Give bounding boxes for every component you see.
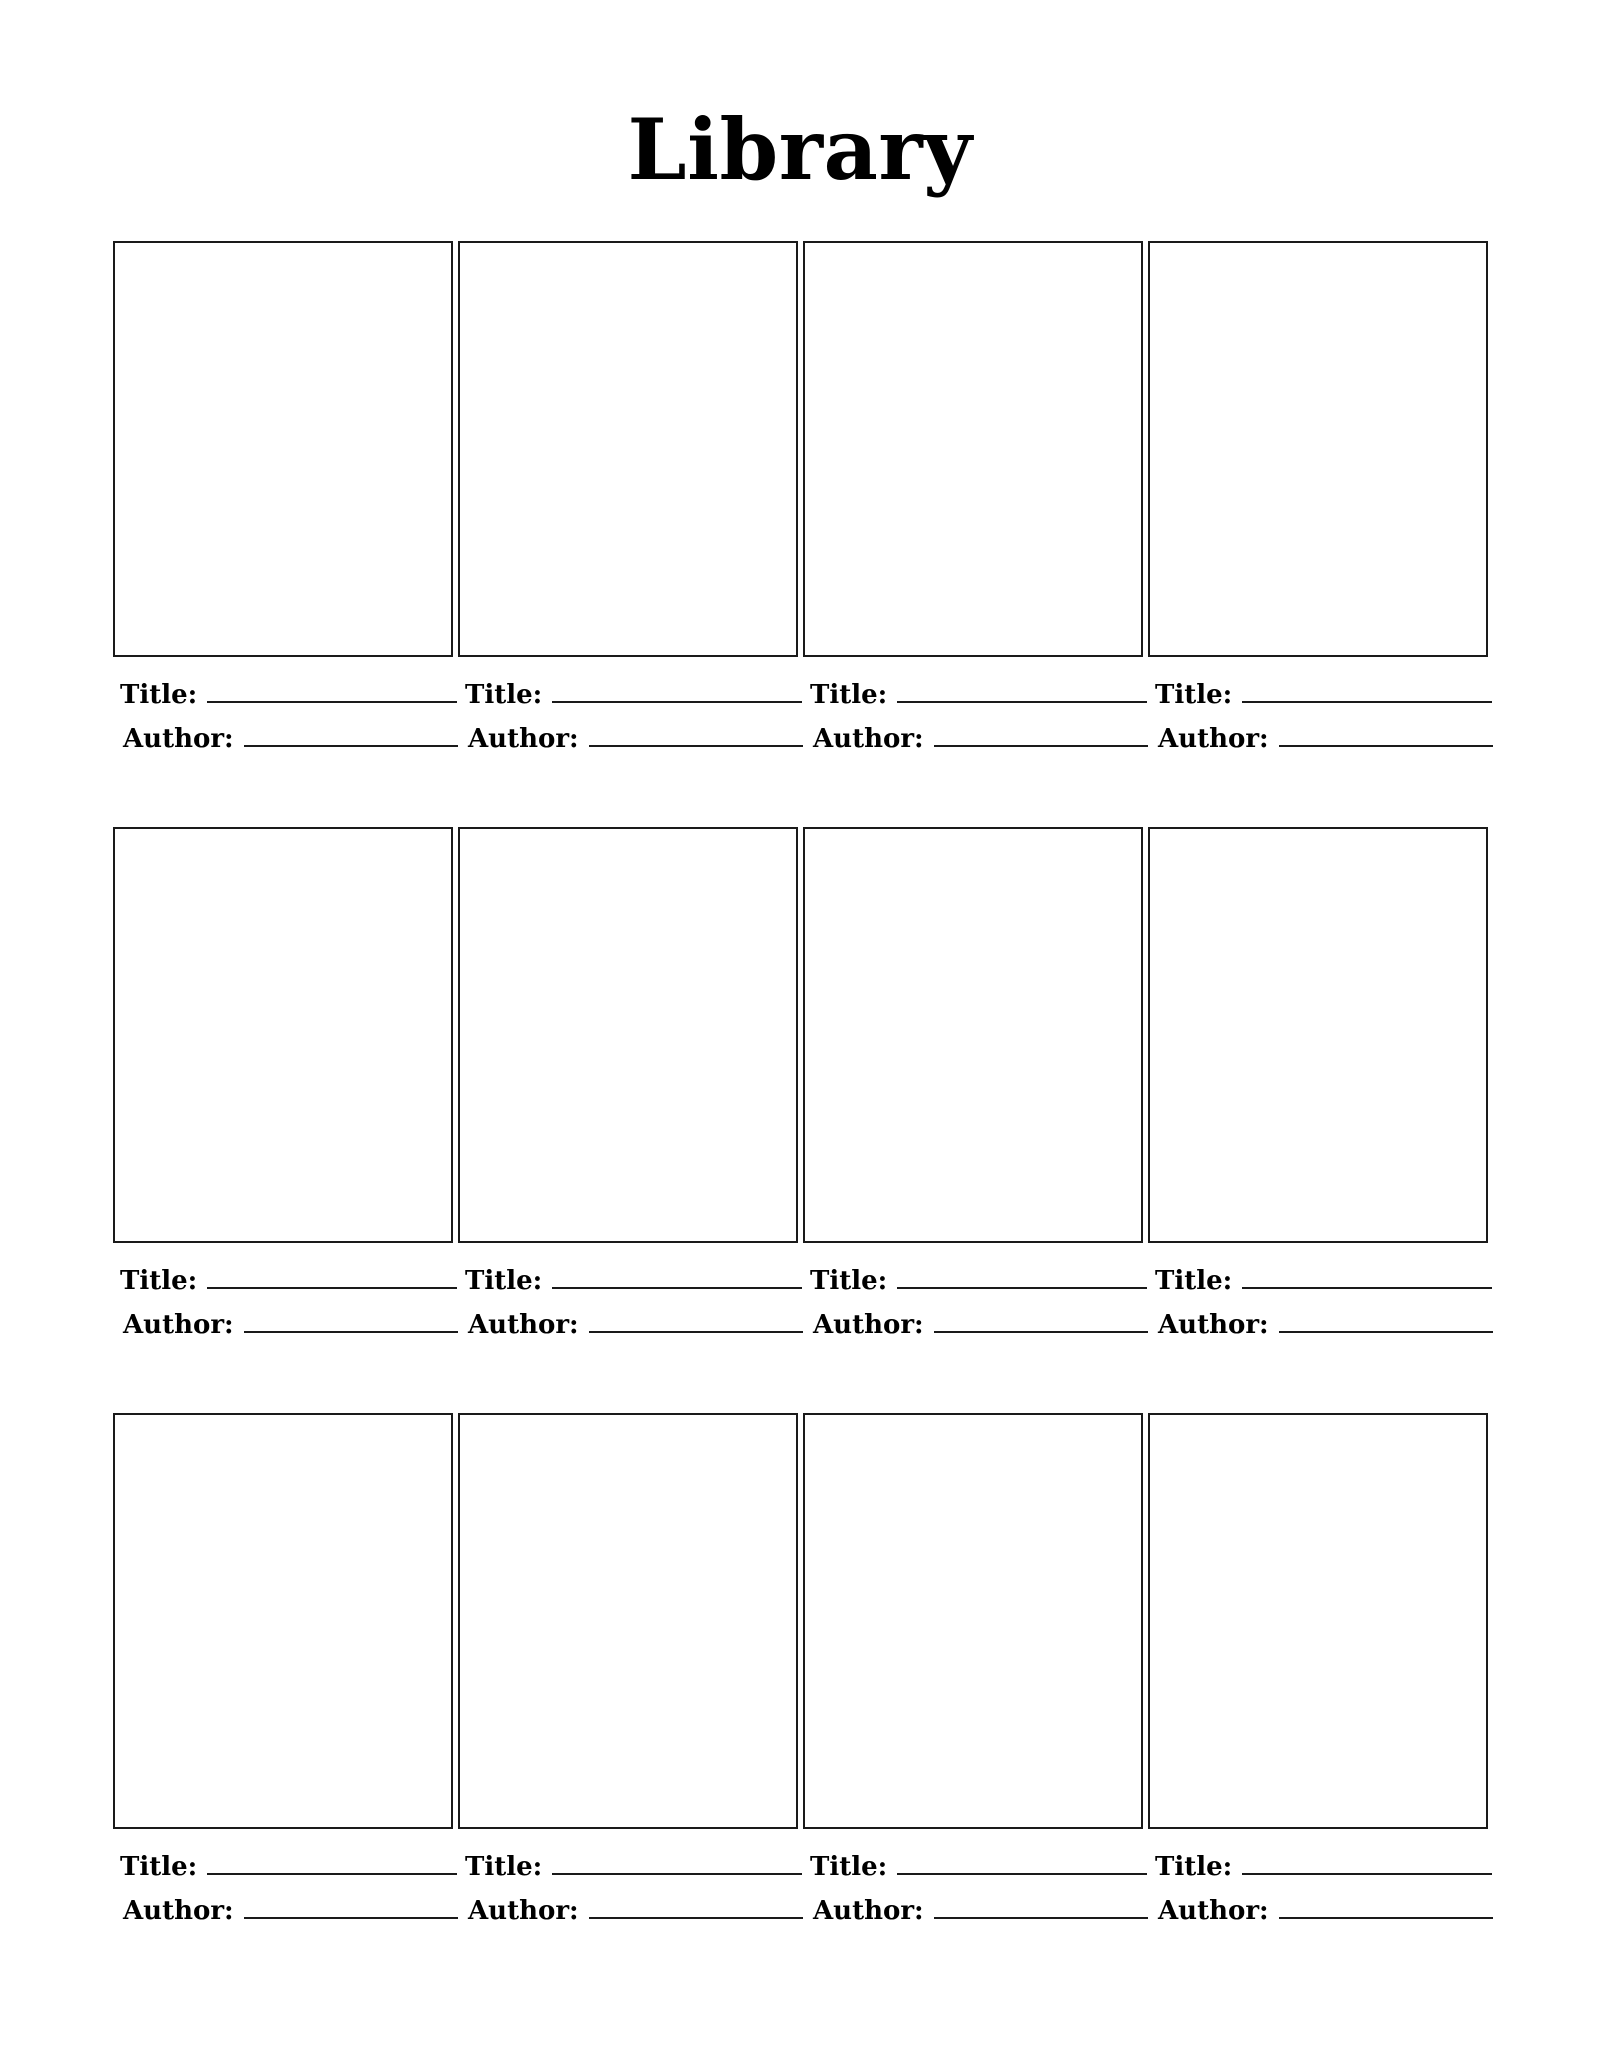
book-entry	[113, 1413, 453, 1933]
title-label: Title:	[810, 1266, 888, 1296]
title-field	[1155, 1265, 1492, 1294]
book-cover-box[interactable]	[803, 1413, 1143, 1829]
author-blank-line[interactable]	[244, 1895, 458, 1919]
title-field	[120, 1265, 457, 1294]
title-label: Title:	[120, 1266, 198, 1296]
title-blank-line[interactable]	[897, 1851, 1147, 1875]
book-cover-box[interactable]	[458, 827, 798, 1243]
author-label: Author:	[813, 1310, 924, 1340]
title-blank-line[interactable]	[207, 1265, 457, 1289]
author-field	[468, 1309, 803, 1338]
author-label: Author:	[1158, 1310, 1269, 1340]
title-label: Title:	[120, 1852, 198, 1882]
title-field	[120, 679, 457, 708]
book-entry	[803, 241, 1143, 761]
author-blank-line[interactable]	[244, 723, 458, 747]
author-field	[468, 1895, 803, 1924]
book-cover-box[interactable]	[1148, 241, 1488, 657]
book-cover-box[interactable]	[1148, 827, 1488, 1243]
title-field	[465, 1265, 802, 1294]
author-label: Author:	[123, 724, 234, 754]
author-label: Author:	[468, 724, 579, 754]
author-blank-line[interactable]	[934, 1309, 1148, 1333]
author-blank-line[interactable]	[589, 1895, 803, 1919]
title-field	[1155, 679, 1492, 708]
title-blank-line[interactable]	[207, 1851, 457, 1875]
author-label: Author:	[813, 1896, 924, 1926]
title-label: Title:	[810, 1852, 888, 1882]
author-blank-line[interactable]	[934, 723, 1148, 747]
author-blank-line[interactable]	[1279, 1309, 1493, 1333]
title-label: Title:	[1155, 680, 1233, 710]
title-label: Title:	[465, 1852, 543, 1882]
author-blank-line[interactable]	[1279, 723, 1493, 747]
author-field	[1158, 1895, 1493, 1924]
author-field	[813, 723, 1148, 752]
book-entry	[1148, 241, 1488, 761]
book-cover-box[interactable]	[458, 1413, 798, 1829]
title-field	[465, 679, 802, 708]
book-cover-box[interactable]	[458, 241, 798, 657]
page-title: Library	[627, 100, 973, 199]
book-entry	[113, 827, 453, 1347]
book-cover-box[interactable]	[113, 1413, 453, 1829]
title-blank-line[interactable]	[1242, 679, 1492, 703]
title-field	[1155, 1851, 1492, 1880]
author-field	[123, 1309, 458, 1338]
book-row	[113, 1413, 1487, 1933]
author-label: Author:	[813, 724, 924, 754]
author-field	[813, 1309, 1148, 1338]
book-cover-box[interactable]	[113, 241, 453, 657]
book-entry	[1148, 827, 1488, 1347]
book-cover-box[interactable]	[1148, 1413, 1488, 1829]
author-label: Author:	[123, 1896, 234, 1926]
author-field	[1158, 723, 1493, 752]
title-blank-line[interactable]	[1242, 1851, 1492, 1875]
book-entry	[803, 1413, 1143, 1933]
title-blank-line[interactable]	[897, 1265, 1147, 1289]
book-entry	[1148, 1413, 1488, 1933]
title-field	[465, 1851, 802, 1880]
title-label: Title:	[465, 1266, 543, 1296]
author-label: Author:	[123, 1310, 234, 1340]
author-label: Author:	[468, 1896, 579, 1926]
title-field	[810, 1265, 1147, 1294]
book-entry	[803, 827, 1143, 1347]
title-blank-line[interactable]	[1242, 1265, 1492, 1289]
book-entry	[113, 241, 453, 761]
title-label: Title:	[465, 680, 543, 710]
author-blank-line[interactable]	[244, 1309, 458, 1333]
title-field	[120, 1851, 457, 1880]
author-field	[1158, 1309, 1493, 1338]
title-label: Title:	[1155, 1852, 1233, 1882]
author-blank-line[interactable]	[1279, 1895, 1493, 1919]
author-blank-line[interactable]	[934, 1895, 1148, 1919]
author-label: Author:	[468, 1310, 579, 1340]
book-cover-box[interactable]	[803, 241, 1143, 657]
title-label: Title:	[1155, 1266, 1233, 1296]
author-field	[468, 723, 803, 752]
title-field	[810, 1851, 1147, 1880]
title-label: Title:	[120, 680, 198, 710]
author-field	[123, 1895, 458, 1924]
author-blank-line[interactable]	[589, 1309, 803, 1333]
book-cover-box[interactable]	[113, 827, 453, 1243]
title-blank-line[interactable]	[552, 679, 802, 703]
author-field	[813, 1895, 1148, 1924]
title-blank-line[interactable]	[207, 679, 457, 703]
book-row	[113, 827, 1487, 1347]
book-cover-box[interactable]	[803, 827, 1143, 1243]
author-blank-line[interactable]	[589, 723, 803, 747]
book-entry	[458, 827, 798, 1347]
book-entry	[458, 241, 798, 761]
title-blank-line[interactable]	[552, 1265, 802, 1289]
title-label: Title:	[810, 680, 888, 710]
author-label: Author:	[1158, 1896, 1269, 1926]
book-entry	[458, 1413, 798, 1933]
title-blank-line[interactable]	[897, 679, 1147, 703]
title-blank-line[interactable]	[552, 1851, 802, 1875]
author-label: Author:	[1158, 724, 1269, 754]
author-field	[123, 723, 458, 752]
title-field	[810, 679, 1147, 708]
book-row	[113, 241, 1487, 761]
